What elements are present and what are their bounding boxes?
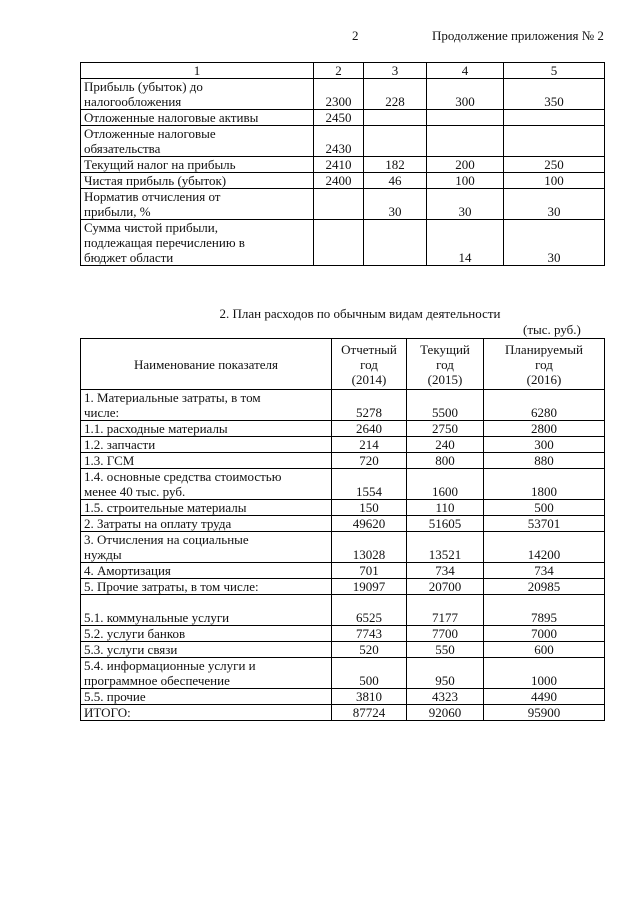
table-row [81,500,605,516]
row-label [81,421,332,437]
cell-v2015: 20700 [407,579,484,595]
cell-line: прибыли, % [84,204,151,219]
row-label [81,579,332,595]
table-row [81,469,605,500]
cell-v2016: 600 [484,642,605,658]
column-number: 5 [504,63,605,79]
cell-line: год [535,356,553,372]
cell-v1 [364,110,427,126]
cell-v2016: 300 [484,437,605,453]
cell-v2014: 87724 [332,705,407,721]
cell-line: 5.4. информационные услуги и [84,658,256,673]
cell-v2016: 7000 [484,626,605,642]
row-label [81,595,332,626]
row-label [81,126,314,157]
cell-code [314,220,364,266]
column-number-row [81,63,605,79]
cell-v2015: 734 [407,563,484,579]
table-row [81,157,605,173]
cell-v2016: 1000 [484,658,605,689]
cell-line: Отложенные налоговые активы [84,110,259,125]
row-label [81,516,332,532]
cell-code: 2300 [314,79,364,110]
cell-v2015: 51605 [407,516,484,532]
cell-line: обязательства [84,141,161,156]
cell-v2015: 240 [407,437,484,453]
cell-line: Чистая прибыль (убыток) [84,173,227,188]
cell-line: Отчетный [341,341,397,357]
cell-v3 [504,126,605,157]
cell-line: менее 40 тыс. руб. [84,484,186,499]
cell-v3: 30 [504,220,605,266]
column-number: 1 [81,63,314,79]
cell-v2015: 1600 [407,469,484,500]
cell-v2: 300 [427,79,504,110]
cell-line: подлежащая перечислению в [84,235,245,250]
header-row [81,339,605,390]
cell-v2015: 550 [407,642,484,658]
row-label [81,658,332,689]
cell-v2014: 5278 [332,390,407,421]
cell-line: 1.2. запчасти [84,437,156,452]
cell-v1 [364,220,427,266]
cell-v2: 14 [427,220,504,266]
cell-v2014: 49620 [332,516,407,532]
expenses-table [80,338,605,721]
cell-v2016: 95900 [484,705,605,721]
row-label [81,189,314,220]
cell-v2014: 150 [332,500,407,516]
cell-code: 2450 [314,110,364,126]
cell-line: числе: [84,405,120,420]
cell-v2015: 4323 [407,689,484,705]
table-row [81,173,605,189]
cell-v2: 200 [427,157,504,173]
cell-line: Сумма чистой прибыли, [84,220,218,235]
cell-line: 1.1. расходные материалы [84,421,228,436]
table-row [81,658,605,689]
cell-v2016: 2800 [484,421,605,437]
cell-v1: 182 [364,157,427,173]
cell-line: Норматив отчисления от [84,189,221,204]
table-row [81,516,605,532]
cell-v3 [504,110,605,126]
cell-v2016: 880 [484,453,605,469]
cell-v2014: 701 [332,563,407,579]
cell-line: 1.5. строительные материалы [84,500,247,515]
cell-code: 2400 [314,173,364,189]
row-label [81,532,332,563]
cell-line: (2015) [427,371,463,387]
cell-v2014: 7743 [332,626,407,642]
cell-code: 2430 [314,126,364,157]
table-row [81,689,605,705]
row-label [81,437,332,453]
cell-line: год [436,356,454,372]
units-label: (тыс. руб.) [523,322,581,337]
cell-line: 3. Отчисления на социальные [84,532,249,547]
table-row [81,79,605,110]
table-row [81,579,605,595]
cell-line: Текущий налог на прибыль [84,157,236,172]
table-row [81,437,605,453]
row-label [81,642,332,658]
row-label [81,110,314,126]
cell-v2014: 2640 [332,421,407,437]
cell-line: Отложенные налоговые [84,126,216,141]
table-row [81,189,605,220]
cell-v1: 228 [364,79,427,110]
column-number: 3 [364,63,427,79]
table-row [81,595,605,626]
row-label [81,390,332,421]
section-title: 2. План расходов по обычным видам деятельности [219,306,501,321]
cell-v3: 350 [504,79,605,110]
cell-line: 4. Амортизация [84,563,171,578]
cell-v3: 100 [504,173,605,189]
cell-v2016: 20985 [484,579,605,595]
row-label [81,469,332,500]
cell-line: бюджет области [84,250,174,265]
row-label [81,173,314,189]
cell-v2016: 6280 [484,390,605,421]
cell-v2015: 13521 [407,532,484,563]
column-number: 2 [314,63,364,79]
cell-line: 5.1. коммунальные услуги [84,610,230,625]
cell-line: 1.3. ГСМ [84,453,135,468]
cell-v2015: 5500 [407,390,484,421]
table-row [81,421,605,437]
cell-v2014: 6525 [332,595,407,626]
cell-v2014: 520 [332,642,407,658]
cell-v2016: 7895 [484,595,605,626]
cell-v2014: 3810 [332,689,407,705]
cell-v2014: 720 [332,453,407,469]
cell-v1: 46 [364,173,427,189]
cell-code: 2410 [314,157,364,173]
row-label [81,705,332,721]
table-row [81,390,605,421]
cell-v2016: 734 [484,563,605,579]
cell-line: Текущий [420,341,470,357]
cell-line: 2. Затраты на оплату труда [84,516,232,531]
cell-line: (2014) [351,371,387,387]
cell-v1 [364,126,427,157]
cell-line: программное обеспечение [84,673,230,688]
cell-v2016: 4490 [484,689,605,705]
row-label [81,626,332,642]
cell-v2: 30 [427,189,504,220]
row-label [81,453,332,469]
table-row [81,626,605,642]
cell-line: 1. Материальные затраты, в том [84,390,261,405]
cell-line: нужды [84,547,122,562]
cell-v2015: 950 [407,658,484,689]
cell-line: Планируемый [505,341,583,357]
row-label [81,220,314,266]
cell-v2015: 110 [407,500,484,516]
table-row [81,126,605,157]
cell-v2014: 500 [332,658,407,689]
cell-v2016: 500 [484,500,605,516]
cell-line: 5.5. прочие [84,689,146,704]
header-current [407,339,484,390]
cell-line: (2016) [526,371,562,387]
row-label [81,79,314,110]
cell-v2014: 214 [332,437,407,453]
cell-v2014: 13028 [332,532,407,563]
cell-line: Прибыль (убыток) до [84,79,203,94]
profit-table [80,62,605,266]
cell-v2016: 1800 [484,469,605,500]
cell-v2015: 2750 [407,421,484,437]
row-label [81,689,332,705]
cell-v2 [427,126,504,157]
cell-v2015: 800 [407,453,484,469]
column-number: 4 [427,63,504,79]
cell-v2015: 7177 [407,595,484,626]
cell-line: налогообложения [84,94,182,109]
table-row [81,220,605,266]
cell-v2 [427,110,504,126]
cell-line: ИТОГО: [84,705,131,720]
row-label [81,563,332,579]
table-row [81,110,605,126]
cell-line [84,595,328,610]
table-row [81,532,605,563]
cell-v2016: 14200 [484,532,605,563]
header-name: Наименование показателя [81,339,332,390]
cell-v2014: 1554 [332,469,407,500]
cell-v2015: 92060 [407,705,484,721]
table-row [81,642,605,658]
cell-line: 5.2. услуги банков [84,626,186,641]
cell-v3: 30 [504,189,605,220]
page-number: 2 [352,28,359,43]
table-row [81,563,605,579]
row-label [81,157,314,173]
cell-v1: 30 [364,189,427,220]
cell-line: 5. Прочие затраты, в том числе: [84,579,259,594]
cell-code [314,189,364,220]
cell-v3: 250 [504,157,605,173]
continuation-label: Продолжение приложения № 2 [432,28,604,43]
table-row [81,453,605,469]
header-reporting [332,339,407,390]
cell-v2015: 7700 [407,626,484,642]
cell-v2: 100 [427,173,504,189]
header-planned [484,339,605,390]
cell-line: год [360,356,378,372]
row-label [81,500,332,516]
cell-line: 1.4. основные средства стоимостью [84,469,282,484]
cell-v2014: 19097 [332,579,407,595]
cell-line: 5.3. услуги связи [84,642,178,657]
cell-v2016: 53701 [484,516,605,532]
table-row [81,705,605,721]
